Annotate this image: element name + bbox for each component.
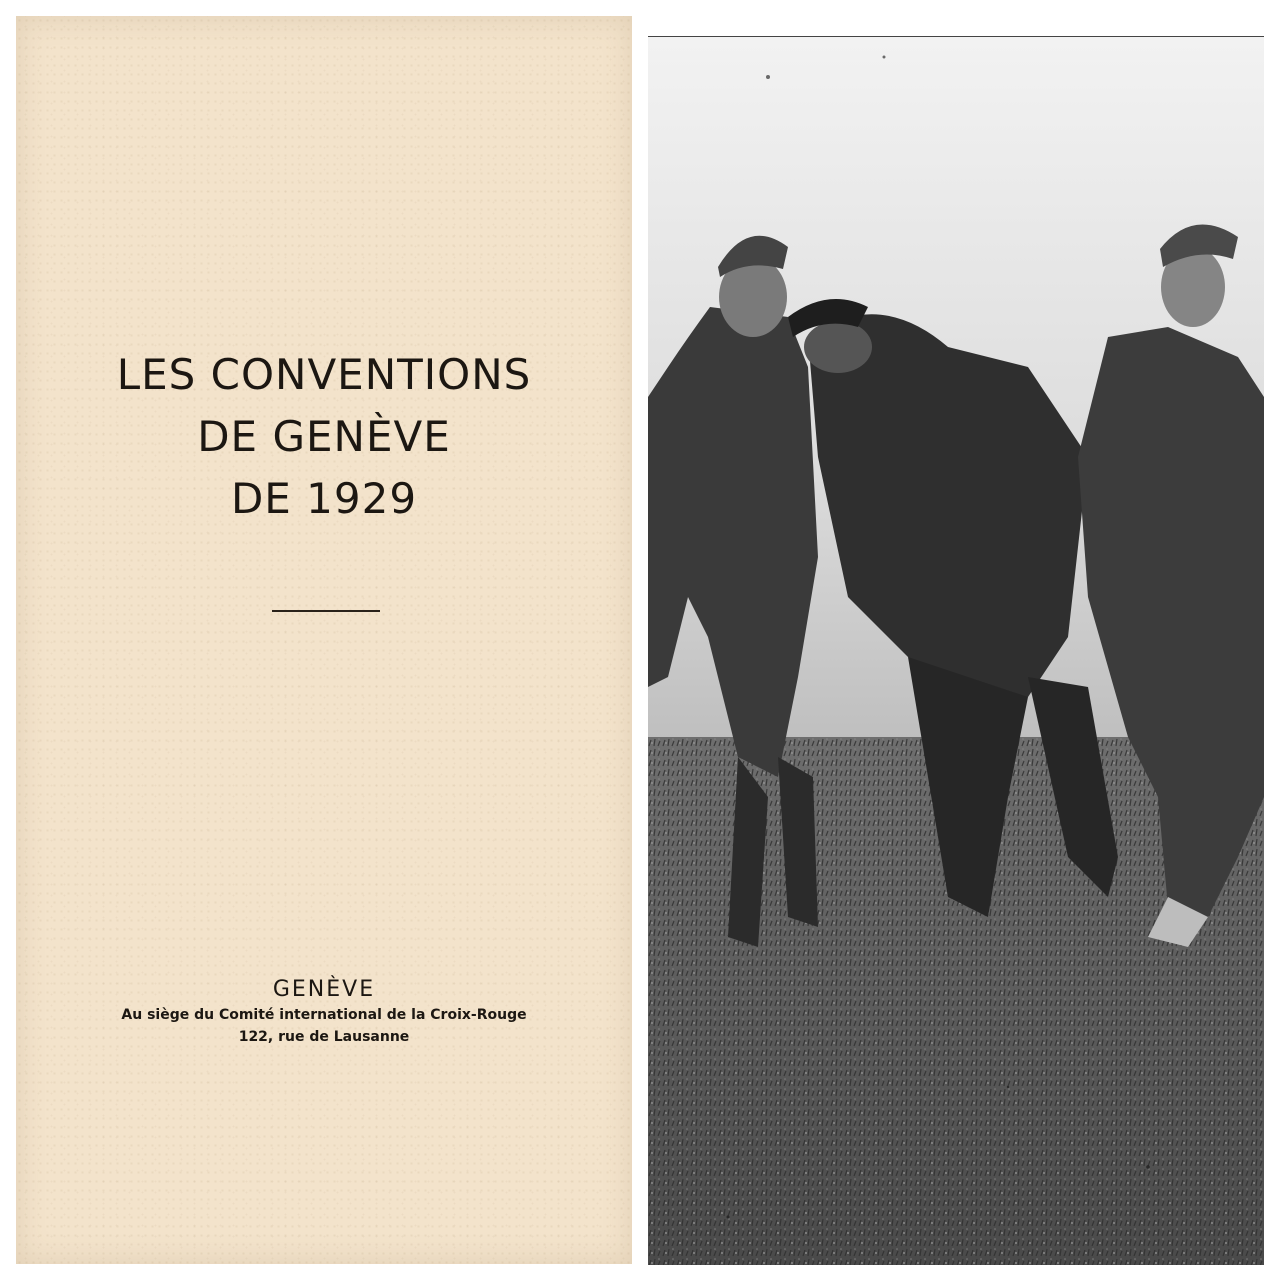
historical-photo	[648, 36, 1264, 1265]
cover-title-line-1: LES CONVENTIONS	[116, 350, 532, 399]
publisher-address-line-1: Au siège du Comité international de la Croix-Rouge	[121, 1007, 527, 1023]
cover-divider	[272, 610, 380, 612]
publisher-address-line-2: 122, rue de Lausanne	[238, 1029, 410, 1045]
cover-publisher	[16, 976, 632, 1048]
cover-title-line-2: DE GENÈVE	[197, 412, 451, 461]
cover-title	[16, 344, 632, 530]
book-cover	[16, 16, 632, 1264]
cover-title-line-3: DE 1929	[230, 474, 418, 523]
publisher-city: GENÈVE	[272, 977, 376, 1002]
